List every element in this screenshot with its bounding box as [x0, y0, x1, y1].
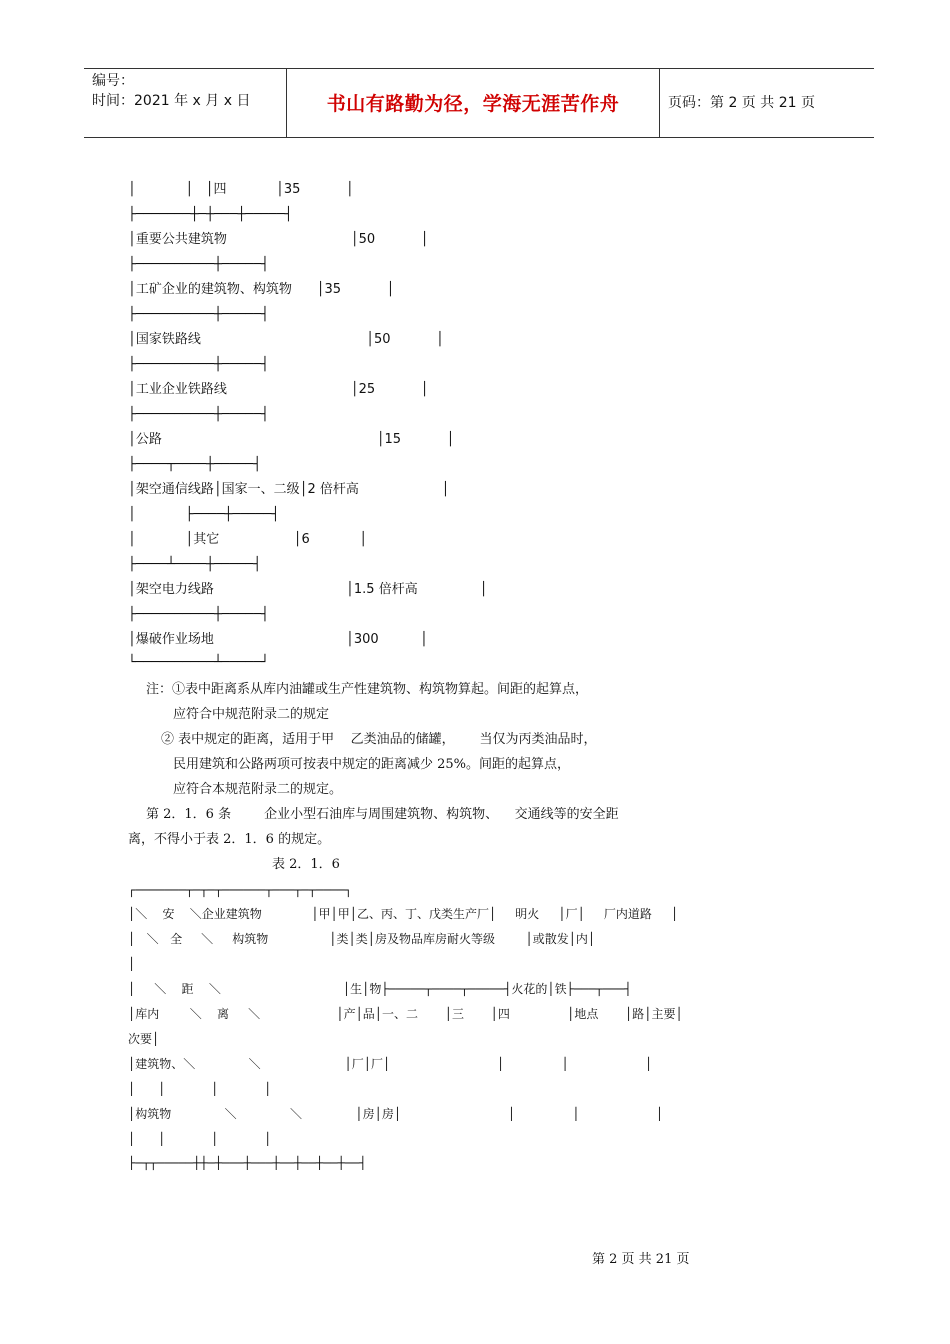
table1-row: │工矿企业的建筑物、构筑物 │35 │ — [128, 282, 395, 297]
table2-row: │ ＼ 全 ＼ 构筑物 │类│类│房及物品库房耐火等级 │或散发│内│ — [128, 932, 596, 946]
table1-row: │架空通信线路│国家一、二级│2 倍杆高 │ — [128, 482, 450, 497]
table1-row: ├────┴────┼─────┤ — [128, 557, 262, 572]
note-line: 应符合中规范附录二的规定 — [173, 707, 330, 722]
header-meta — [92, 71, 250, 111]
clause-text: 第 2．1．6 条 企业小型石油库与周围建筑物、构筑物、 交通线等的安全距 — [146, 807, 619, 822]
table1-row: ├──────────┼─────┤ — [128, 307, 269, 322]
page-footer: 第 2 页 共 21 页 — [592, 1252, 690, 1267]
table1-row: │国家铁路线 │50 │ — [128, 332, 444, 347]
header-divider — [659, 69, 660, 137]
header-motto: 书山有路勤为径，学海无涯苦作舟 — [326, 93, 620, 115]
table2-row: │＼ 安 ＼企业建筑物 │甲│甲│乙、丙、丁、戊类生产厂│ 明火 │厂│ 厂内道路 │ — [128, 907, 679, 921]
note-line: 民用建筑和公路两项可按表中规定的距离减少 25%。间距的起算点， — [173, 757, 571, 772]
table2-row: │建筑物、＼ ＼ │厂│厂│ │ │ │ — [128, 1057, 653, 1071]
table1-row: ├────┬────┼─────┤ — [128, 457, 262, 472]
table1-row: │ │其它 │6 │ — [128, 532, 368, 547]
clause-text: 离，不得小于表 2．1．6 的规定。 — [128, 832, 331, 847]
table2-row: │库内 ＼ 离 ＼ │产│品│一、二 │三 │四 │地点 │路│主要│ — [128, 1007, 683, 1021]
table1-row: │ │ │四 │35 │ — [128, 182, 354, 197]
table1-row: │公路 │15 │ — [128, 432, 455, 447]
table2-row: │ │ │ │ — [128, 1082, 272, 1096]
table1-row: │爆破作业场地 │300 │ — [128, 632, 428, 647]
table2-row: │ ＼ 距 ＼ │生│物├─────┬────┬─────┤火花的│铁├───┬───┤ — [128, 982, 632, 996]
note-line: 应符合本规范附录二的规定。 — [173, 782, 343, 797]
note-line: ② 表中规定的距离，适用于甲 乙类油品的储罐， 当仅为丙类油品时， — [161, 732, 597, 747]
table1-row: │工业企业铁路线 │25 │ — [128, 382, 429, 397]
table2-row: │ — [128, 957, 136, 971]
table2-row: │ │ │ │ — [128, 1132, 272, 1146]
table1-row: │ ├────┼─────┤ — [128, 507, 280, 522]
table-caption: 表 2．1．6 — [272, 857, 340, 872]
time-label: 时间：2021 年 x 月 x 日 — [92, 93, 251, 109]
table2-row: ├─┬┬─────┼┼─┼───┼───┼──┼──┼──┼──┤ — [128, 1156, 367, 1170]
table1-row: ├───────┼─┼───┼─────┤ — [128, 207, 293, 222]
table2-row: ┌───────┬─┬─┬──────┬───┬─┬────┐ — [128, 883, 352, 897]
page-header — [84, 68, 874, 138]
table1-row: ├──────────┼─────┤ — [128, 407, 269, 422]
table1-row: │架空电力线路 │1.5 倍杆高 │ — [128, 582, 488, 597]
note-line: 注：①表中距离系从库内油罐或生产性建筑物、构筑物算起。间距的起算点， — [146, 682, 589, 697]
table1-row: └──────────┴─────┘ — [128, 655, 269, 670]
header-page-number: 页码：第 2 页 共 21 页 — [668, 95, 815, 111]
table2-row: 次要│ — [128, 1032, 160, 1046]
table1-row: ├──────────┼─────┤ — [128, 357, 269, 372]
table1-row: ├──────────┼─────┤ — [128, 607, 269, 622]
table1-row: │重要公共建筑物 │50 │ — [128, 232, 429, 247]
table2-row: │构筑物 ＼ ＼ │房│房│ │ │ │ — [128, 1107, 664, 1121]
table1-row: ├──────────┼─────┤ — [128, 257, 269, 272]
serial-label: 编号： — [92, 73, 134, 89]
